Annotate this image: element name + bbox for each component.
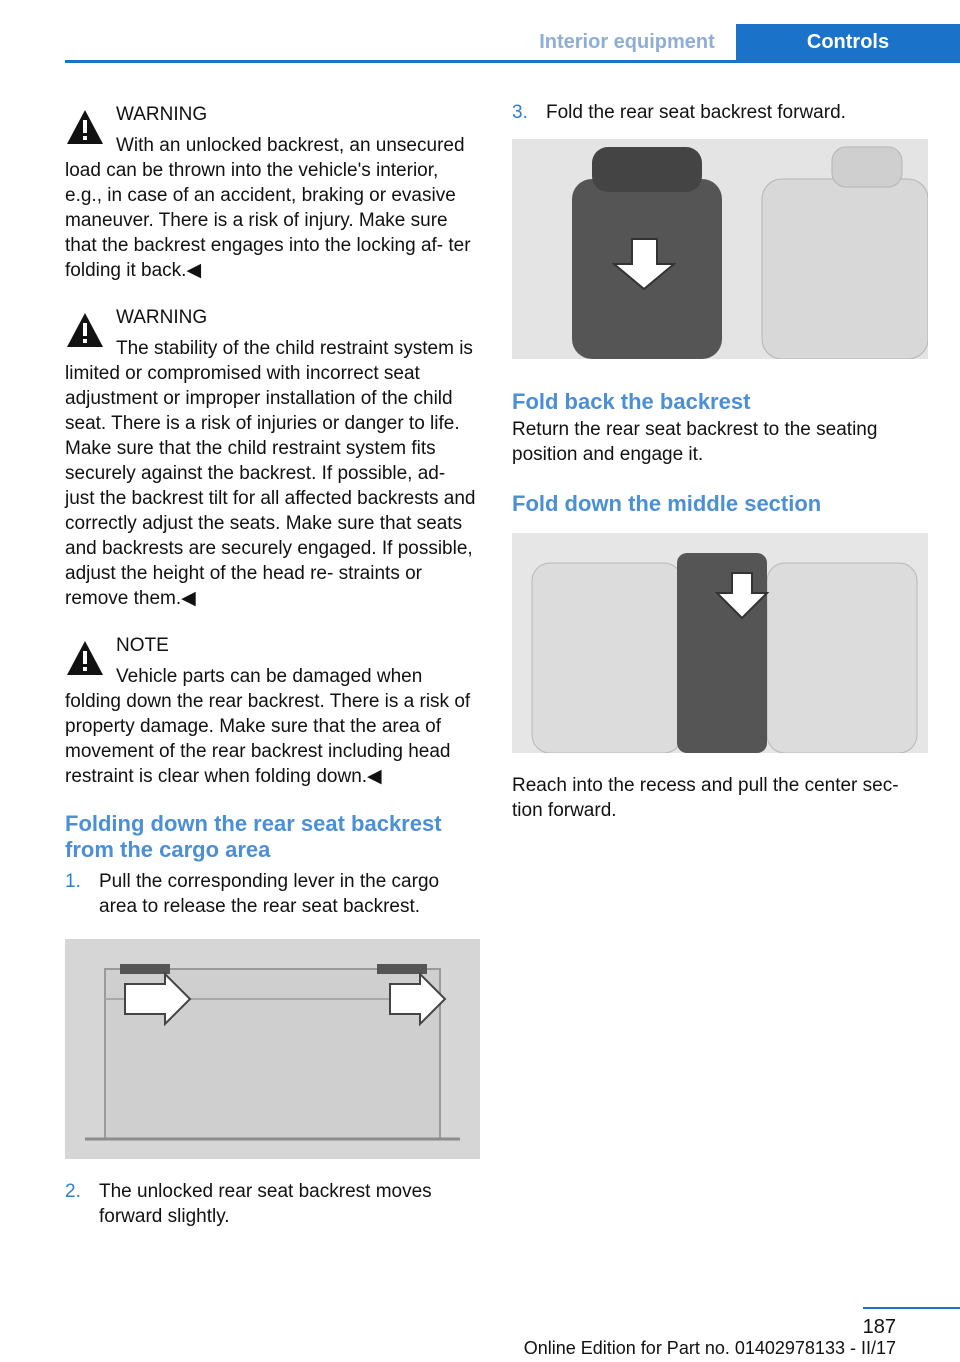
cargo-area-illustration xyxy=(65,939,480,1159)
warning-label: WARNING xyxy=(116,307,208,328)
right-column xyxy=(512,100,928,823)
section-heading-fold-back: Fold back the backrest xyxy=(512,389,751,414)
step-text: Pull the corresponding lever in the cargo area to release the rear seat backrest. xyxy=(99,871,440,917)
step-number: 3. xyxy=(512,102,528,123)
fold-backrest-illustration xyxy=(512,139,928,359)
warning-text: The stability of the child restraint system is limited or compromised with incorrect seat adjustment or improper installation of the child seat. There is a risk of injuries or danger to life. Make sure that the child restraint system fits securely against the backrest. If possible, ad‐ just the backrest tilt for all affected backrests and correctly adjust the seats. Make sure that seats and backrests are securely engaged. If possible, adjust the height of the head re‐ straints or remove them.◀ xyxy=(65,338,476,609)
footer-rule xyxy=(863,1307,960,1309)
step-1 xyxy=(65,869,480,919)
section-heading-middle-section: Fold down the middle section xyxy=(512,491,822,516)
warning-triangle-icon xyxy=(65,311,105,349)
warning-label: WARNING xyxy=(116,104,208,125)
note-label: NOTE xyxy=(116,635,169,656)
warning-block-2 xyxy=(65,305,480,611)
header-section-tab: Interior equipment xyxy=(539,31,715,53)
note-block xyxy=(65,633,480,789)
header-rule xyxy=(65,60,960,63)
warning-triangle-icon xyxy=(65,639,105,677)
step-number: 2. xyxy=(65,1181,81,1202)
header-chapter-tab: Controls xyxy=(736,24,960,61)
middle-section-illustration xyxy=(512,533,928,753)
warning-block-1 xyxy=(65,102,480,283)
page-number: 187 xyxy=(862,1316,896,1338)
paragraph-middle-section: Reach into the recess and pull the center sec‐ tion forward. xyxy=(512,775,899,821)
step-number: 1. xyxy=(65,871,81,892)
step-3 xyxy=(512,100,928,125)
paragraph-fold-back: Return the rear seat backrest to the seating position and engage it. xyxy=(512,419,878,465)
footer-edition: Online Edition for Part no. 01402978133 - II/17 xyxy=(523,1338,896,1358)
warning-triangle-icon xyxy=(65,108,105,146)
step-2 xyxy=(65,1179,480,1229)
note-text: Vehicle parts can be damaged when folding down the rear backrest. There is a risk of property damage. Make sure that the area of movement of the rear backrest including head restraint is clear when folding down.◀ xyxy=(65,666,471,787)
step-text: The unlocked rear seat backrest moves forward slightly. xyxy=(99,1181,432,1227)
left-column xyxy=(65,100,480,1249)
warning-text: With an unlocked backrest, an unsecured load can be thrown into the vehicle's interior, e.g., in case of an accident, braking or evasive maneuver. There is a risk of injury. Make sure that the backrest engages into the locking af‐ ter folding it back.◀ xyxy=(65,135,471,281)
step-text: Fold the rear seat backrest forward. xyxy=(546,102,846,123)
section-heading-cargo-area: Folding down the rear seat backrest from the cargo area xyxy=(65,811,442,862)
